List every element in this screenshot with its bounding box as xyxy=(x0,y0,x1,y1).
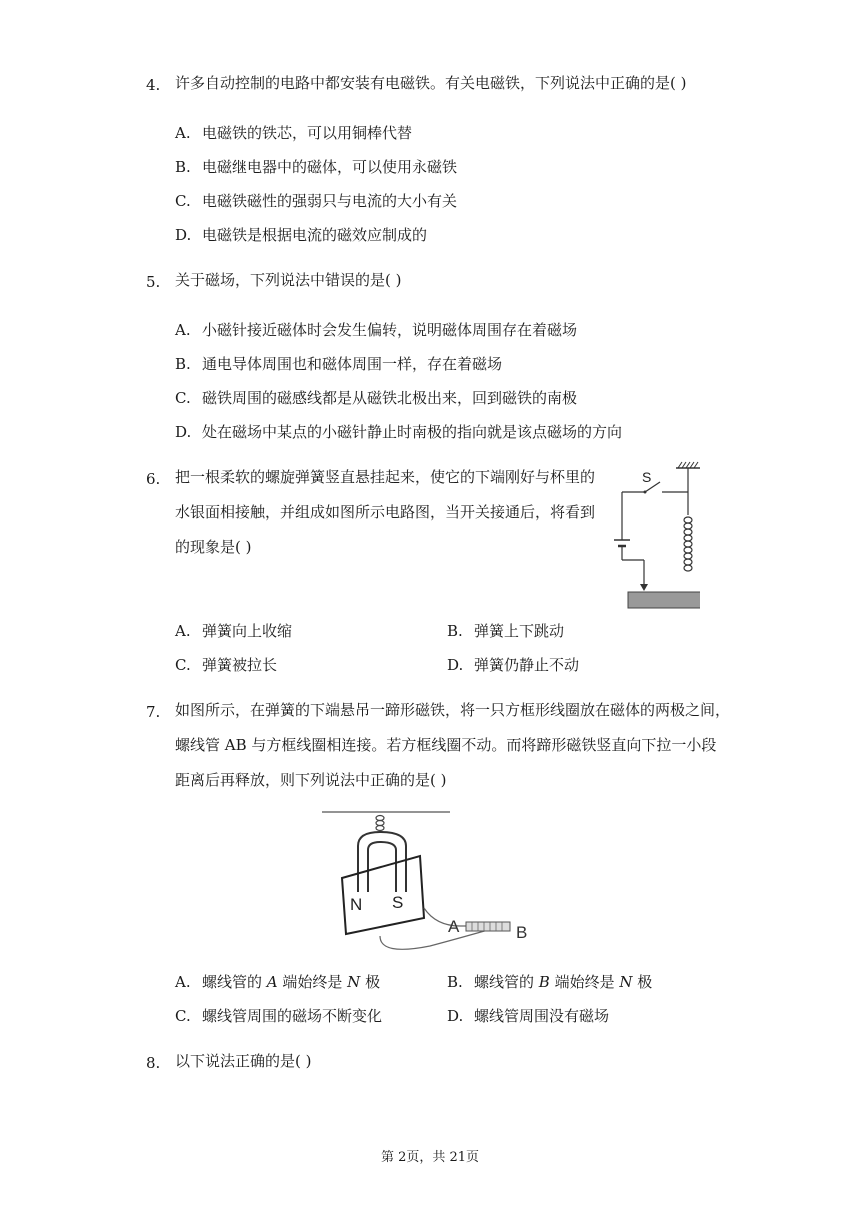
option-text: 电磁铁是根据电流的磁效应制成的 xyxy=(202,226,428,244)
question-7-option-d[interactable] xyxy=(447,1005,609,1026)
option-text: 电磁铁磁性的强弱只与电流的大小有关 xyxy=(202,192,458,210)
question-5-stem: 关于磁场，下列说法中错误的是( ) xyxy=(175,271,402,289)
question-4-option-a[interactable] xyxy=(175,122,412,143)
option-text: 弹簧上下跳动 xyxy=(474,622,565,640)
stem-line: 螺线管 AB 与方框线圈相连接。若方框线圈不动。而将蹄形磁铁竖直向下拉一小段 xyxy=(175,736,717,754)
option-label: C. xyxy=(175,656,191,674)
option-label: A. xyxy=(175,321,191,339)
question-5-option-d[interactable] xyxy=(175,421,622,442)
question-5-option-a[interactable] xyxy=(175,319,577,340)
option-label: D. xyxy=(175,423,192,441)
question-8-number: 8. xyxy=(146,1054,161,1072)
option-text: 螺线管周围的磁场不断变化 xyxy=(202,1007,383,1025)
option-label: B. xyxy=(447,622,463,640)
page-footer: 第 2页，共 21页 xyxy=(380,1150,480,1165)
question-5-number: 5. xyxy=(146,273,161,291)
stem-line: 把一根柔软的螺旋弹簧竖直悬挂起来，使它的下端刚好与杯里的 xyxy=(175,468,596,486)
option-label: D. xyxy=(447,656,464,674)
question-6-number: 6. xyxy=(146,470,161,488)
option-text: 电磁铁的铁芯，可以用铜棒代替 xyxy=(202,124,413,142)
option-label: B. xyxy=(175,355,191,373)
option-label: A. xyxy=(175,973,191,991)
question-7-number: 7. xyxy=(146,703,161,721)
stem-line: 如图所示，在弹簧的下端悬吊一蹄形磁铁，将一只方框形线圈放在磁体的两极之间， xyxy=(175,701,731,719)
question-6-option-d[interactable] xyxy=(447,654,579,675)
question-7-option-c[interactable] xyxy=(175,1005,382,1026)
variable: A xyxy=(266,973,278,991)
horseshoe-magnet-figure xyxy=(320,808,550,958)
question-7-stem xyxy=(175,693,735,798)
question-4-option-c[interactable] xyxy=(175,190,457,211)
option-text: 弹簧被拉长 xyxy=(202,656,278,674)
stem-line: 水银面相接触，并组成如图所示电路图，当开关接通后，将看到 xyxy=(175,503,596,521)
spring-circuit-figure xyxy=(600,460,700,610)
option-text: 极 xyxy=(632,973,653,991)
option-label: C. xyxy=(175,192,191,210)
option-text: 极 xyxy=(360,973,381,991)
option-label: C. xyxy=(175,1007,191,1025)
stem-line: 的现象是( ) xyxy=(175,538,252,556)
option-text: 螺线管的 xyxy=(202,973,267,991)
option-label: C. xyxy=(175,389,191,407)
question-6-stem xyxy=(175,460,605,565)
question-5-option-c[interactable] xyxy=(175,387,577,408)
south-pole-label: S xyxy=(392,893,404,912)
question-4-option-d[interactable] xyxy=(175,224,427,245)
question-4-stem: 许多自动控制的电路中都安装有电磁铁。有关电磁铁，下列说法中正确的是( ) xyxy=(175,74,687,92)
question-4-option-b[interactable] xyxy=(175,156,457,177)
question-7-option-a[interactable] xyxy=(175,971,380,992)
option-text: 螺线管的 xyxy=(474,973,539,991)
option-label: A. xyxy=(175,124,191,142)
option-text: 端始终是 xyxy=(277,973,348,991)
stem-line: 距离后再释放，则下列说法中正确的是( ) xyxy=(175,771,447,789)
option-label: D. xyxy=(175,226,192,244)
option-text: 电磁继电器中的磁体，可以使用永磁铁 xyxy=(202,158,458,176)
question-5-option-b[interactable] xyxy=(175,353,502,374)
switch-label: S xyxy=(642,469,652,485)
option-text: 处在磁场中某点的小磁针静止时南极的指向就是该点磁场的方向 xyxy=(202,423,623,441)
option-text: 磁铁周围的磁感线都是从磁铁北极出来，回到磁铁的南极 xyxy=(202,389,578,407)
question-8-stem: 以下说法正确的是( ) xyxy=(175,1052,312,1070)
option-text: 小磁针接近磁体时会发生偏转，说明磁体周围存在着磁场 xyxy=(202,321,578,339)
option-label: A. xyxy=(175,622,191,640)
variable: N xyxy=(619,973,633,991)
option-label: B. xyxy=(175,158,191,176)
question-6-option-a[interactable] xyxy=(175,620,292,641)
option-text: 通电导体周围也和磁体周围一样，存在着磁场 xyxy=(202,355,503,373)
option-label: B. xyxy=(447,973,463,991)
question-6-option-c[interactable] xyxy=(175,654,277,675)
option-text: 弹簧向上收缩 xyxy=(202,622,293,640)
question-7-option-b[interactable] xyxy=(447,971,652,992)
option-text: 螺线管周围没有磁场 xyxy=(474,1007,610,1025)
question-6-option-b[interactable] xyxy=(447,620,564,641)
option-text: 端始终是 xyxy=(549,973,620,991)
solenoid-b-label: B xyxy=(516,923,528,942)
north-pole-label: N xyxy=(350,895,363,914)
option-label: D. xyxy=(447,1007,464,1025)
option-text: 弹簧仍静止不动 xyxy=(474,656,580,674)
variable: B xyxy=(538,973,550,991)
question-4-number: 4. xyxy=(146,76,161,94)
variable: N xyxy=(347,973,361,991)
solenoid-a-label: A xyxy=(448,917,460,936)
